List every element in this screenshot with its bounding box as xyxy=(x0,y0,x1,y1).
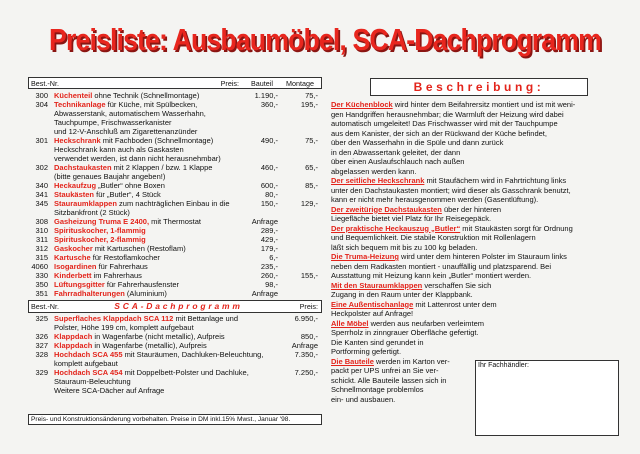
col-header-nr: Best.-Nr. xyxy=(31,78,59,88)
description-segment: werden aus neufarben verleimtem xyxy=(368,318,484,328)
description-highlight: Alle Möbel xyxy=(331,318,369,328)
sca-item-description xyxy=(54,350,278,359)
item-price-bauteil: Anfrage xyxy=(251,289,278,298)
description-segment: gen Handgriffen herausnehmbar; die Warmluft der Heizung wird dabei xyxy=(331,109,564,119)
description-segment: mit Staufächern wird in Fahrtrichtung links xyxy=(424,176,567,185)
description-highlight: Der zweitürige Dachstaukasten xyxy=(331,204,442,214)
item-detail-line: verwendet werden, ist dann nicht herausnehmbar) xyxy=(54,154,221,163)
description-segment: packt per UPS unfrei an Sie ver- xyxy=(331,366,439,375)
item-detail: zum nachträglichen Einbau in die xyxy=(116,199,230,208)
item-price-montage: 75,- xyxy=(305,136,318,145)
sca-item-description xyxy=(54,314,278,323)
table-row xyxy=(28,199,322,208)
item-price-montage: 65,- xyxy=(305,163,318,172)
description-segment: ein- und ausbauen. xyxy=(331,394,396,404)
sca-item-description xyxy=(54,368,278,377)
item-price-bauteil: 1.190,- xyxy=(254,91,278,100)
sca-item-detail: mit Bettanlage und xyxy=(173,314,238,323)
description-segment: Schnellmontage problemlos xyxy=(331,385,424,394)
description-segment: über der hinteren xyxy=(441,204,502,214)
description-segment: Liegefläche bietet viel Platz für Ihr Reisegepäck. xyxy=(331,214,492,223)
item-number: 341 xyxy=(35,190,48,199)
sca-section-header xyxy=(28,300,322,313)
description-line xyxy=(331,195,619,205)
item-price-montage xyxy=(278,226,318,235)
description-line xyxy=(331,347,619,357)
description-line xyxy=(331,129,619,139)
item-number: 4060 xyxy=(31,262,48,271)
item-price-bauteil: Anfrage xyxy=(251,217,278,226)
sca-item-detail-line: Weitere SCA-Dächer auf Anfrage xyxy=(54,386,165,395)
description-segment: schickt. Alle Bauteile lassen sich in xyxy=(331,375,447,385)
description-segment: verschaffen Sie sich xyxy=(422,280,492,290)
item-description xyxy=(54,136,234,145)
description-line xyxy=(331,252,619,262)
item-description xyxy=(54,244,234,253)
sca-item-number: 327 xyxy=(35,341,48,350)
sca-item-name: Klappdach xyxy=(54,332,93,341)
item-detail: mit Thermostat xyxy=(149,217,202,226)
description-segment: in den Abwassertank geleitet, der dann xyxy=(331,147,461,157)
item-price-bauteil: 235,- xyxy=(260,262,278,271)
item-number: 300 xyxy=(35,91,48,100)
description-line xyxy=(331,281,619,291)
sca-item-name: Hochdach SCA 454 xyxy=(54,368,123,377)
item-name: Gaskocher xyxy=(54,244,93,253)
table-row xyxy=(28,271,322,280)
description-line xyxy=(331,157,619,167)
description-highlight: Mit den Stauraumklappen xyxy=(331,280,423,290)
item-number: 312 xyxy=(35,244,48,253)
description-line xyxy=(331,138,619,148)
item-price-bauteil: 490,- xyxy=(260,136,278,145)
item-name: Dachstaukasten xyxy=(54,163,112,172)
sca-item-detail-line: Polster, Höhe 199 cm, komplett aufgebaut xyxy=(54,323,194,332)
description-highlight: Die Truma-Heizung xyxy=(331,252,399,261)
description-highlight: Der seitliche Heckschrank xyxy=(331,176,425,185)
item-detail-line: (bitte genaues Baujahr angeben!) xyxy=(54,172,166,181)
col-header-bauteil: Bauteil xyxy=(251,78,273,88)
item-price-bauteil: 150,- xyxy=(260,199,278,208)
description-segment: mit Lattenrost unter dem xyxy=(413,299,497,309)
item-description xyxy=(54,271,234,280)
item-number: 301 xyxy=(35,136,48,145)
description-segment: läßt sich bequem mit bis zu 100 kg beladen. xyxy=(331,242,478,252)
description-segment: aus dem Kanister, der sich an der Rückwand der Küche befindet, xyxy=(331,128,547,138)
sca-item-description xyxy=(54,332,278,341)
description-segment: neben dem Radkasten montiert - unauffällig und platzsparend. Bei xyxy=(331,261,552,271)
item-detail: im Fahrerhaus xyxy=(91,271,142,280)
item-name: Technikanlage xyxy=(54,100,106,109)
item-price-bauteil: 429,- xyxy=(260,235,278,244)
table-row xyxy=(28,262,322,271)
item-price-montage: 155,- xyxy=(300,271,318,280)
item-price-montage xyxy=(278,235,318,244)
sca-item-detail-line: Stauraum-Beleuchtung xyxy=(54,377,131,386)
description-segment: werden im Karton ver- xyxy=(373,356,450,366)
sca-item-number: 329 xyxy=(35,368,48,377)
item-price-bauteil: 179,- xyxy=(260,244,278,253)
item-name: Spirituskocher, 1-flammig xyxy=(54,226,146,235)
description-line xyxy=(331,338,619,348)
item-detail-line: Sitzbankfront (2 Stück) xyxy=(54,208,130,217)
description-line xyxy=(331,100,619,110)
dealer-label: Ihr Fachhändler: xyxy=(478,362,529,369)
description-line xyxy=(331,233,619,243)
table-row xyxy=(28,350,322,359)
item-number: 304 xyxy=(35,100,48,109)
item-number: 351 xyxy=(35,289,48,298)
item-detail: mit Kartuschen (Restoflam) xyxy=(92,244,186,253)
item-number: 330 xyxy=(35,271,48,280)
description-segment: Die Kanten sind gerundet in xyxy=(331,337,424,347)
item-price-montage xyxy=(278,262,318,271)
sca-col-nr: Best.-Nr. xyxy=(31,302,59,311)
description-line xyxy=(331,167,619,177)
sca-item-price: 7.250,- xyxy=(294,368,318,377)
item-price-bauteil: 98,- xyxy=(265,280,278,289)
description-segment: unter den Dachstaukasten montiert; wird dieser als Gasschrank benutzt, xyxy=(331,185,571,195)
col-header-montage: Montage xyxy=(286,78,314,88)
description-segment: Portforming gefertigt. xyxy=(331,347,402,356)
item-price-montage: 75,- xyxy=(305,91,318,100)
description-line xyxy=(331,328,619,338)
sca-item-number: 325 xyxy=(35,314,48,323)
item-detail: für Restoflamkocher xyxy=(90,253,160,262)
description-segment: mit Staukästen sorgt für Ordnung xyxy=(460,223,573,233)
item-name: Fahrradhalterungen xyxy=(54,289,125,298)
description-segment: kann er nicht mehr herausgenommen werden (Gasentlüftung). xyxy=(331,195,539,204)
description-segment: wird hinter dem Beifahrersitz montiert und ist mit weni- xyxy=(392,100,576,109)
table-row xyxy=(28,253,322,262)
description-text xyxy=(331,100,619,404)
item-name: Spirituskocher, 2-flammig xyxy=(54,235,146,244)
sca-item-detail: mit Stauräumen, Dachluken-Beleuchtung, xyxy=(122,350,264,359)
item-name: Staukästen xyxy=(54,190,95,199)
description-segment: abgelassen werden kann. xyxy=(331,166,417,176)
description-highlight: Der Küchenblock xyxy=(331,100,393,109)
item-detail: „Butler“ ohne Boxen xyxy=(96,181,165,190)
item-detail-line: Tauchpumpe, Frischwasserkanister xyxy=(54,118,172,127)
sca-item-price: Anfrage xyxy=(291,341,318,350)
item-name: Gasheizung Truma E 2400, xyxy=(54,217,150,226)
item-description xyxy=(54,235,234,244)
item-price-montage xyxy=(278,289,318,298)
item-description xyxy=(54,289,234,298)
item-name: Stauraumklappen xyxy=(54,199,117,208)
description-segment: wird unter dem hinteren Polster im Stauraum links xyxy=(398,252,567,261)
description-line xyxy=(331,309,619,319)
table-row xyxy=(28,280,322,289)
sca-item-description xyxy=(54,341,278,350)
item-detail: für „Butler“, 4 Stück xyxy=(94,190,161,199)
item-number: 315 xyxy=(35,253,48,262)
description-line xyxy=(331,300,619,310)
table-row xyxy=(28,217,322,226)
price-table-header xyxy=(28,77,322,89)
description-line xyxy=(331,290,619,300)
description-line xyxy=(331,243,619,253)
sca-item-number: 326 xyxy=(35,332,48,341)
item-detail: für Fahrerhaus xyxy=(96,262,148,271)
item-name: Lüftungsgitter xyxy=(54,280,105,289)
description-line xyxy=(331,262,619,272)
item-description xyxy=(54,190,234,199)
item-name: Heckschrank xyxy=(54,136,101,145)
item-description xyxy=(54,181,234,190)
item-number: 302 xyxy=(35,163,48,172)
description-line xyxy=(331,214,619,224)
sca-item-detail: in Wagenfarbe (metallic), Aufpreis xyxy=(92,341,207,350)
item-description xyxy=(54,91,234,100)
sca-item-detail: mit Doppelbett-Polster und Dachluke, xyxy=(122,368,249,377)
table-row xyxy=(28,136,322,145)
sca-item-detail-line: komplett aufgebaut xyxy=(54,359,118,368)
table-row xyxy=(28,332,322,341)
item-name: Heckaufzug xyxy=(54,181,97,190)
price-table xyxy=(28,77,322,395)
description-line xyxy=(331,148,619,158)
item-detail: mit Fachboden (Schnellmontage) xyxy=(100,136,214,145)
table-row xyxy=(28,226,322,235)
item-price-montage: 85,- xyxy=(305,181,318,190)
table-row xyxy=(28,244,322,253)
item-price-bauteil: 289,- xyxy=(260,226,278,235)
item-price-montage: 195,- xyxy=(300,100,318,109)
item-name: Küchenteil xyxy=(54,91,93,100)
description-line xyxy=(331,319,619,329)
table-row xyxy=(28,163,322,172)
item-price-bauteil: 460,- xyxy=(260,163,278,172)
item-detail-line: Heckschrank kann auch als Gaskasten xyxy=(54,145,184,154)
sca-item-name: Klappdach xyxy=(54,341,93,350)
item-price-bauteil: 6,- xyxy=(269,253,278,262)
description-line xyxy=(331,271,619,281)
item-description xyxy=(54,100,234,109)
item-number: 345 xyxy=(35,199,48,208)
table-row xyxy=(28,368,322,377)
item-description xyxy=(54,280,234,289)
item-description xyxy=(54,199,234,208)
description-line xyxy=(331,110,619,120)
item-price-bauteil: 260,- xyxy=(260,271,278,280)
description-line xyxy=(331,119,619,129)
table-row xyxy=(28,91,322,100)
description-segment: und Bequemlichkeit. Die stabile Konstruktion mit Rollenlagern xyxy=(331,233,536,242)
footer-note: Preis- und Konstruktionsänderung vorbehalten. Preise in DM inkl.15% Mwst., Januar '98. xyxy=(28,414,322,425)
sca-section-title: SCA-Dachprogramm xyxy=(114,301,243,311)
description-segment: Zugang in den Raum unter der Klappbank. xyxy=(331,290,473,299)
dealer-box xyxy=(475,360,619,436)
item-detail: mit 2 Klappen / bzw. 1 Klappe xyxy=(111,163,213,172)
item-name: Kinderbett xyxy=(54,271,92,280)
description-segment: Ausstattung mit Heizung kann kein „Butler“ montiert werden. xyxy=(331,271,532,280)
item-number: 310 xyxy=(35,226,48,235)
description-title: Beschreibung: xyxy=(370,78,588,96)
sca-col-price: Preis: xyxy=(299,302,318,311)
item-detail-line: und 12-V-Anschluß am Zigarettenanzünder xyxy=(54,127,198,136)
sca-item-number: 328 xyxy=(35,350,48,359)
description-highlight: Der praktische Heckauszug „Butler“ xyxy=(331,223,461,233)
item-name: Kartusche xyxy=(54,253,91,262)
item-description xyxy=(54,262,234,271)
item-price-bauteil: 600,- xyxy=(260,181,278,190)
item-price-montage xyxy=(278,190,318,199)
description-line xyxy=(331,176,619,186)
sca-item-price: 850,- xyxy=(300,332,318,341)
item-list xyxy=(28,91,322,298)
item-description xyxy=(54,163,234,172)
sca-item-detail: in Wagenfarbe (nicht metallic), Aufpreis xyxy=(92,332,225,341)
sca-item-price: 7.350,- xyxy=(294,350,318,359)
table-row xyxy=(28,181,322,190)
description-segment: Sperrholz in zinngrauer Oberfläche gefertigt. xyxy=(331,328,479,337)
table-row xyxy=(28,100,322,109)
sca-item-list xyxy=(28,314,322,395)
table-row xyxy=(28,190,322,199)
description-segment: Heckpolster auf Anfrage! xyxy=(331,309,414,318)
table-row xyxy=(28,289,322,298)
item-number: 340 xyxy=(35,181,48,190)
page-title: Preisliste: Ausbaumöbel, SCA-Dachprogramm xyxy=(49,22,601,57)
item-detail: für Küche, mit Spülbecken, xyxy=(105,100,198,109)
item-number: 350 xyxy=(35,280,48,289)
item-price-bauteil: 80,- xyxy=(265,190,278,199)
item-detail: ohne Technik (Schnellmontage) xyxy=(92,91,200,100)
item-price-montage xyxy=(278,244,318,253)
item-description xyxy=(54,226,234,235)
description-highlight: Eine Außentischanlage xyxy=(331,299,414,309)
description-segment: automatisch umgeleitet! Das Frischwasser wird mit der Tauchpumpe xyxy=(331,119,558,128)
item-detail: für Fahrerhausfenster xyxy=(104,280,180,289)
description-highlight: Die Bauteile xyxy=(331,356,374,366)
item-price-montage xyxy=(278,217,318,226)
table-row xyxy=(28,235,322,244)
item-detail: (Aluminium) xyxy=(124,289,167,298)
table-row xyxy=(28,341,322,350)
item-price-montage: 129,- xyxy=(300,199,318,208)
table-row xyxy=(28,314,322,323)
sca-item-name: Hochdach SCA 455 xyxy=(54,350,123,359)
sca-item-price: 6.950,- xyxy=(294,314,318,323)
col-header-price: Preis: xyxy=(220,78,239,88)
item-price-montage xyxy=(278,280,318,289)
item-price-montage xyxy=(278,253,318,262)
item-number: 311 xyxy=(36,235,48,244)
description-segment: über einen Auslaufschlauch nach außen xyxy=(331,157,465,166)
sca-item-name: Superflaches Klappdach SCA 112 xyxy=(54,314,174,323)
description-segment: über den Wasserhahn in die Spüle und dann zurück xyxy=(331,138,504,147)
item-price-bauteil: 360,- xyxy=(260,100,278,109)
item-name: Isogardinen xyxy=(54,262,97,271)
description-line xyxy=(331,224,619,234)
item-description xyxy=(54,217,234,226)
item-detail-line: Abwasserstank, automatischem Wasserhahn, xyxy=(54,109,206,118)
item-description xyxy=(54,253,234,262)
description-line xyxy=(331,186,619,196)
item-number: 308 xyxy=(35,217,48,226)
description-line xyxy=(331,205,619,215)
